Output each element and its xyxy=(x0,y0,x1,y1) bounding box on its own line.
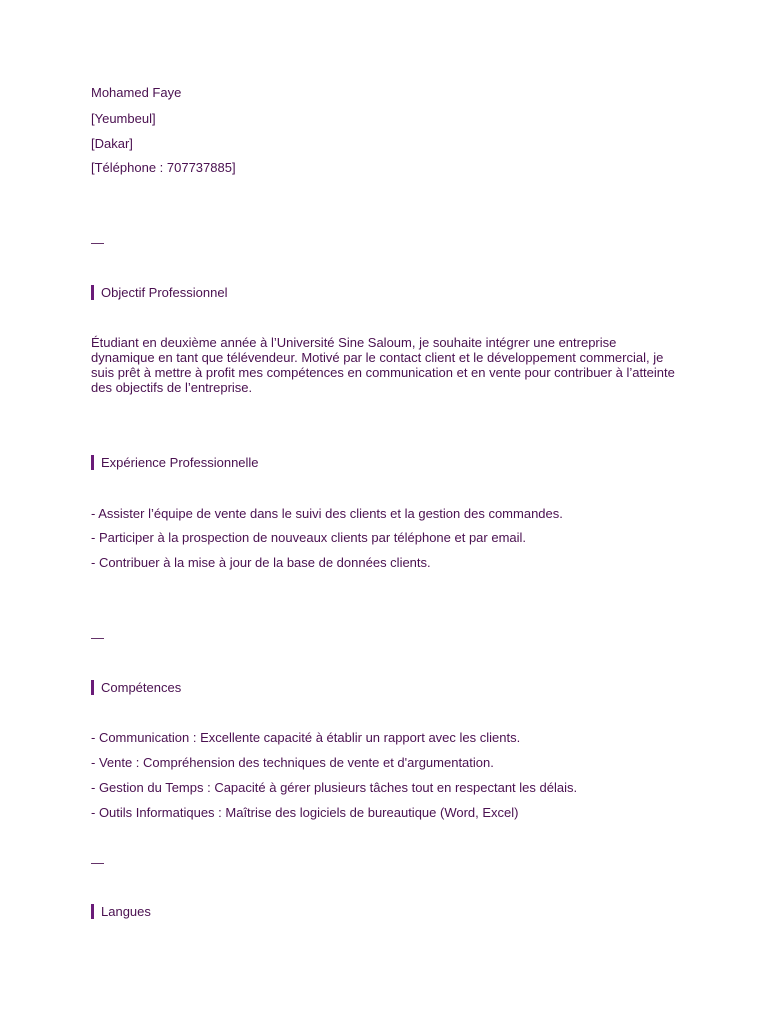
objective-heading: Objectif Professionnel xyxy=(91,285,227,300)
section-separator: — xyxy=(91,855,104,870)
contact-city: [Dakar] xyxy=(91,136,133,151)
contact-name: Mohamed Faye xyxy=(91,85,182,100)
contact-address: [Yeumbeul] xyxy=(91,111,156,126)
experience-item: - Participer à la prospection de nouveaux clients par téléphone et par email. xyxy=(91,530,527,545)
experience-item: - Assister l’équipe de vente dans le suivi des clients et la gestion des commandes. xyxy=(91,506,563,521)
objective-text: Étudiant en deuxième année à l’Université Sine Saloum, je souhaite intégrer une entreprise dynamique en tant que télévendeur. Motivé par le contact client et le développement commercial, je suis prêt à mettre à profit mes compétences en communication et en vente pour contribuer à l’atteinte des objectifs de l’entreprise. xyxy=(91,335,675,395)
skills-item: - Communication : Excellente capacité à établir un rapport avec les clients. xyxy=(91,730,521,745)
experience-item: - Contribuer à la mise à jour de la base de données clients. xyxy=(91,555,431,570)
contact-phone: [Téléphone : 707737885] xyxy=(91,160,236,175)
section-separator: — xyxy=(91,630,104,645)
skills-item: - Gestion du Temps : Capacité à gérer plusieurs tâches tout en respectant les délais. xyxy=(91,780,578,795)
experience-heading: Expérience Professionnelle xyxy=(91,455,259,470)
languages-heading: Langues xyxy=(91,904,151,919)
skills-item: - Outils Informatiques : Maîtrise des logiciels de bureautique (Word, Excel) xyxy=(91,805,519,820)
skills-heading: Compétences xyxy=(91,680,181,695)
section-separator: — xyxy=(91,235,104,250)
skills-item: - Vente : Compréhension des techniques de vente et d'argumentation. xyxy=(91,755,494,770)
